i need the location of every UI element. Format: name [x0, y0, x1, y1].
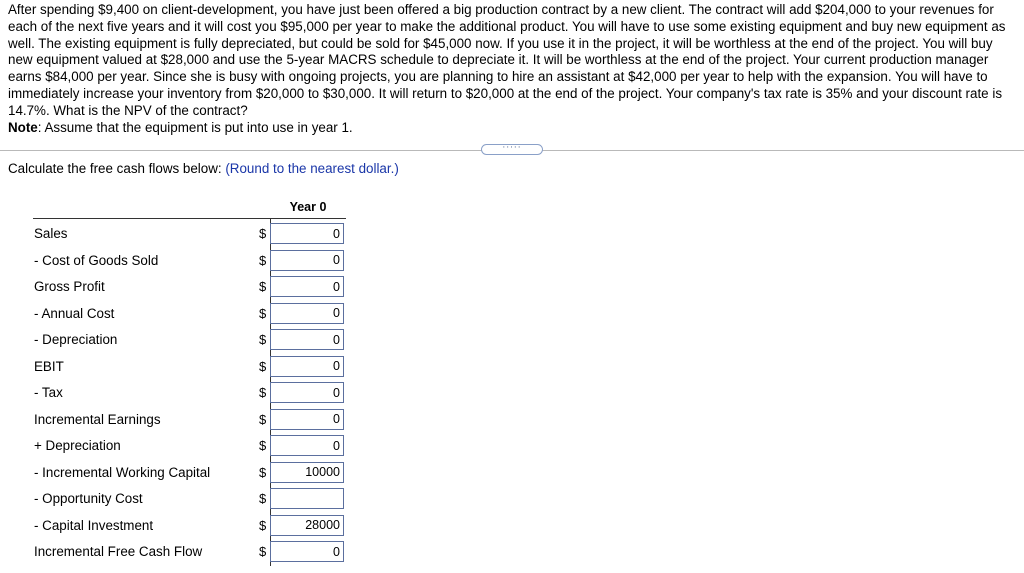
value-input[interactable] [270, 356, 344, 377]
problem-statement [8, 2, 1018, 136]
row-label: - Tax [34, 385, 63, 400]
dollar-sign: $ [259, 279, 267, 294]
table-row [33, 433, 346, 459]
rounding-hint: (Round to the nearest dollar.) [225, 161, 399, 176]
value-input[interactable] [270, 329, 344, 350]
dollar-sign: $ [259, 252, 267, 268]
dollar-sign: $ [259, 464, 267, 480]
table-row [33, 327, 346, 353]
column-header-year-0: Year 0 [289, 200, 327, 214]
dollar-sign: $ [259, 226, 267, 241]
row-label: Incremental Free Cash Flow [34, 544, 203, 559]
header-rule [33, 218, 346, 219]
dollar-sign: $ [259, 544, 267, 559]
table-row [33, 407, 346, 433]
value-input[interactable] [270, 409, 344, 430]
table-row [33, 380, 346, 406]
instruction-text: Calculate the free cash flows below: [8, 161, 226, 176]
note-text: : Assume that the equipment is put into use in year 1. [37, 119, 353, 135]
row-label: - Capital Investment [34, 517, 154, 533]
dollar-sign: $ [259, 358, 267, 374]
problem-text: After spending $9,400 on client-development, you have just been offered a big production contract by a new client. The contract will add $204,000 to your revenues for each of the next five years and it will cost you $95,000 per year to make the additional product. You will have to use some existing equipment and buy new equipment as well. The existing equipment is fully depreciated, but could be sold for $45,000 now. If you use it in the project, it will be worthless at the end of the project. You will buy new equipment valued at $28,000 and use the 5-year MACRS schedule to depreciate it. It will be worthless at the end of the project. Your current production manager earns $84,000 per year. Since she is busy with ongoing projects, you are planning to hire an assistant at $42,000 per year to help with the expansion. You will have to immediately increase your inventory from $20,000 to $30,000. It will return to $20,000 at the end of the project. Your company's tax rate is 35% and your discount rate is 14.7%. What is the NPV of the contract? [8, 2, 1006, 118]
dollar-sign: $ [259, 332, 267, 347]
dollar-sign: $ [259, 491, 267, 506]
table-row [33, 274, 346, 300]
table-row [33, 248, 346, 274]
value-input[interactable] [270, 303, 344, 324]
value-input[interactable] [270, 515, 344, 536]
table-row [33, 301, 346, 327]
row-label: - Depreciation [34, 332, 118, 347]
value-input[interactable] [270, 462, 344, 483]
table-row [33, 513, 346, 539]
row-label: + Depreciation [34, 438, 121, 453]
value-input[interactable] [270, 435, 344, 456]
instruction [8, 161, 399, 177]
value-input[interactable] [270, 488, 344, 509]
row-label: Sales [34, 226, 68, 241]
table-row [33, 460, 346, 486]
table-row [33, 486, 346, 512]
row-label: - Opportunity Cost [34, 491, 143, 506]
row-label: EBIT [34, 358, 64, 374]
dollar-sign: $ [259, 411, 267, 427]
dollar-sign: $ [259, 438, 267, 453]
dollar-sign: $ [259, 305, 267, 321]
dollar-sign: $ [259, 517, 267, 533]
more-dots-icon: ····· [502, 142, 522, 153]
value-input[interactable] [270, 250, 344, 271]
dollar-sign: $ [259, 385, 267, 400]
table-row [33, 539, 346, 565]
table-row [33, 354, 346, 380]
row-label: Gross Profit [34, 279, 105, 294]
table-row [33, 221, 346, 247]
value-input[interactable] [270, 223, 344, 244]
row-label: - Cost of Goods Sold [34, 252, 159, 268]
row-label: - Annual Cost [34, 305, 115, 321]
value-input[interactable] [270, 276, 344, 297]
value-input[interactable] [270, 382, 344, 403]
row-label: Incremental Earnings [34, 411, 161, 427]
value-input[interactable] [270, 541, 344, 562]
note-label: Note [8, 119, 38, 135]
row-label: - Incremental Working Capital [34, 464, 211, 480]
expand-collapse-button[interactable] [481, 144, 543, 155]
